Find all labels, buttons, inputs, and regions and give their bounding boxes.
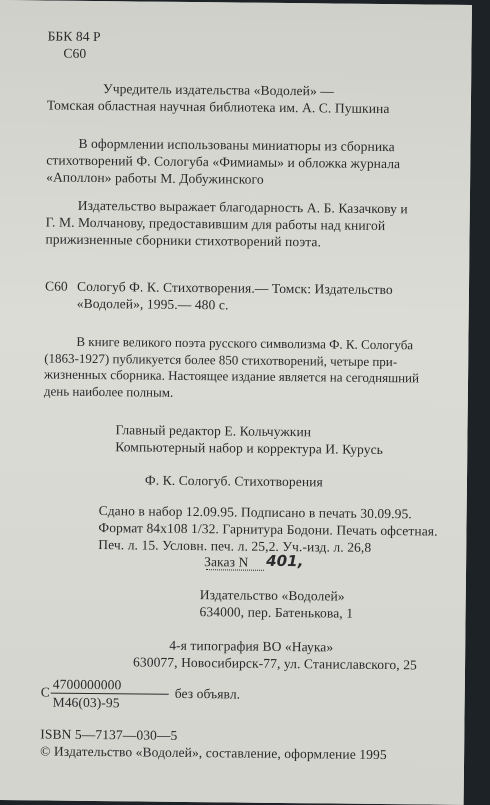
- printer-address: 630077, Новосибирск-77, ул. Станиславского, 25: [132, 654, 418, 673]
- catalog-line-1: Сологуб Ф. К. Стихотворения.— Томск: Издательство: [76, 278, 393, 298]
- price-code-prefix: С: [40, 684, 50, 700]
- typesetting-credit: Компьютерный набор и корректура И. Курусь: [115, 439, 384, 458]
- price-code-note: без объявл.: [174, 685, 241, 702]
- design-note-line-1: В оформлении использованы миниатюры из сборника: [78, 135, 395, 155]
- order-number-handwritten: 401,: [266, 551, 304, 571]
- chief-editor: Главный редактор Е. Кольчужкин: [115, 422, 312, 440]
- price-code-numerator: 4700000000: [52, 676, 122, 693]
- catalog-line-2: «Водолей», 1995.— 480 с.: [76, 295, 229, 313]
- founder-line-2: Томская областная научная библиотека им. А. С. Пушкина: [46, 97, 390, 117]
- design-note-line-2: стихотворений Ф. Сологуба «Фимиамы» и обложка журнала: [46, 152, 401, 172]
- thanks-line-3: прижизненные сборники стихотворений поэта.: [45, 231, 322, 250]
- book-title-line: Ф. К. Сологуб. Стихотворения: [144, 472, 323, 490]
- bbk-code: ББК 84 Р: [47, 28, 101, 45]
- copyright-line: © Издательство «Водолей», составление, оформление 1995: [40, 743, 387, 763]
- printer-name: 4-я типография ВО «Наука»: [169, 637, 334, 655]
- order-label: Заказ N: [204, 554, 249, 570]
- print-details-line-3: Печ. л. 15. Условн. печ. л. 25,2. Уч.-изд. л. 26,8: [98, 537, 372, 555]
- publisher-name: Издательство «Водолей»: [199, 587, 345, 604]
- design-note-line-3: «Аполлон» работы М. Добужинского: [46, 169, 264, 187]
- isbn: ISBN 5—7137—030—5: [40, 726, 178, 743]
- thanks-line-1: Издательство выражает благодарность А. Б. Казачкову и: [77, 197, 408, 217]
- catalog-code: С60: [44, 278, 68, 294]
- bbk-author-mark: С60: [63, 45, 87, 61]
- thanks-line-2: Г. М. Молчанову, предоставившим для работы над книгой: [45, 214, 386, 234]
- print-details-line-1: Сдано в набор 12.09.95. Подписано в печать 30.09.95.: [98, 503, 412, 522]
- publisher-address: 634000, пер. Батенькова, 1: [199, 604, 354, 621]
- founder-line-1: Учредитель издательства «Водолей» —: [102, 81, 335, 99]
- print-details-line-2: Формат 84x108 1/32. Гарнитура Бодони. Печать офсетная.: [98, 520, 438, 539]
- annotation-line-2: (1863-1927) публикуется более 850 стихотворений, четыре при-: [44, 350, 398, 370]
- order-dotted-line: [206, 569, 264, 572]
- annotation-line-4: день наиболее полным.: [43, 383, 174, 400]
- annotation-line-1: В книге великого поэта русского символизма Ф. К. Сологуба: [76, 333, 414, 353]
- price-code-denominator: М46(03)-95: [52, 694, 120, 711]
- annotation-line-3: жизненных сборника. Настоящее издание является на сегодняшний: [44, 366, 420, 386]
